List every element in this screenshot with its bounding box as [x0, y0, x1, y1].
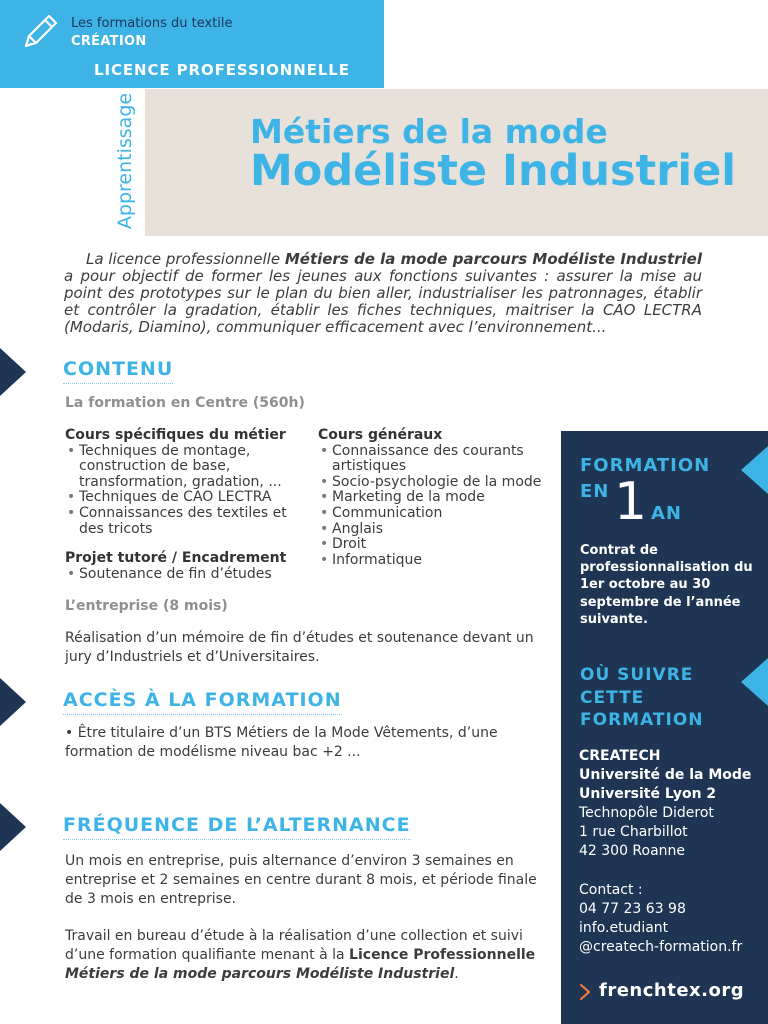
- duration-label: FORMATION EN: [580, 455, 711, 502]
- pencil-icon: [20, 12, 60, 52]
- section-heading-acces: ACCÈS À LA FORMATION: [63, 689, 342, 715]
- section-arrow-acces: [0, 678, 26, 726]
- list-item: • Marketing de la mode: [318, 490, 558, 506]
- apprentissage-label: Apprentissage: [114, 92, 136, 230]
- page-title-line2: Modéliste Industriel: [250, 146, 737, 196]
- page-title-line1: Métiers de la mode: [250, 112, 608, 151]
- section-heading-frequence: FRÉQUENCE DE L’ALTERNANCE: [63, 814, 411, 840]
- email-address[interactable]: info.etudiant @createch-formation.fr: [579, 920, 743, 955]
- frequence-text-2: Travail en bureau d’étude à la réalisation d’une collection et suivi d’une formation qualifiante menant à la Licence Professionnelle Métiers de la mode parcours Modéliste Industriel.: [65, 928, 536, 982]
- duration-unit: AN: [651, 503, 682, 524]
- section-arrow-contenu: [0, 348, 26, 396]
- general-courses-title: Cours généraux: [318, 427, 443, 443]
- list-item: • Techniques de montage, construction de base, transformation, gradation, ...: [65, 444, 297, 491]
- list-item: • Socio-psychologie de la mode: [318, 475, 558, 491]
- list-item: • Techniques de CAO LECTRA: [65, 490, 297, 506]
- list-item: • Droit: [318, 537, 558, 553]
- general-courses: [318, 428, 558, 568]
- series-subtitle: Les formations du textile: [71, 16, 233, 31]
- address-block: CREATECH Université de la Mode Université Lyon 2 Technopôle Diderot 1 rue Charbillot 42 300 Roanne: [579, 748, 752, 859]
- list-item: • Informatique: [318, 553, 558, 569]
- specific-courses: [65, 428, 297, 582]
- section-heading-contenu: CONTENU: [63, 358, 173, 384]
- frequence-text: Un mois en entreprise, puis alternance d’environ 3 semaines en entreprise et 2 semaines en centre durant 8 mois, et période finale de 3 mois en entreprise.: [65, 853, 537, 907]
- licence-label: LICENCE PROFESSIONNELLE: [94, 61, 350, 79]
- list-item: • Connaissance des courants artistiques: [318, 444, 558, 475]
- section-arrow-frequence: [0, 803, 26, 851]
- list-item: • Soutenance de fin d’études: [65, 567, 297, 583]
- chevron-right-icon: [578, 983, 592, 1001]
- list-item: • Connaissances des textiles et des tricots: [65, 506, 297, 537]
- contact-block: Contact : 04 77 23 63 98 info.etudiant @createch-formation.fr: [579, 881, 764, 957]
- duration-number: 1: [614, 472, 648, 532]
- entreprise-subheading: L’entreprise (8 mois): [65, 598, 228, 614]
- contract-info: Contrat de professionnalisation du 1er octobre au 30 septembre de l’année suivante.: [580, 543, 753, 627]
- entreprise-text: Réalisation d’un mémoire de fin d’études et soutenance devant un jury d’Industriels et d’Universitaires.: [65, 630, 534, 665]
- projet-title: Projet tutoré / Encadrement: [65, 550, 287, 567]
- intro-paragraph: La licence professionnelle Métiers de la mode parcours Modéliste Industriel a pour objectif de former les jeunes aux fonctions suivantes : assurer la mise au point des prototypes sur le plan du bien aller, industrialiser les patronnages, établir et contrôler la gradation, établir les fiches techniques, maitriser la CAO LECTRA (Modaris, Diamino), communiquer efficacement avec l’environnement...: [64, 250, 702, 336]
- panel-arrow-duration: [741, 446, 768, 494]
- acces-text: • Être titulaire d’un BTS Métiers de la Mode Vêtements, d’une formation de modélisme niveau bac +2 ...: [65, 725, 498, 760]
- centre-subheading: La formation en Centre (560h): [65, 395, 305, 411]
- category-label: CRÉATION: [71, 34, 147, 49]
- list-item: • Communication: [318, 506, 558, 522]
- phone-number[interactable]: 04 77 23 63 98: [579, 901, 686, 917]
- website-link[interactable]: frenchtex.org: [599, 980, 745, 1001]
- specific-courses-title: Cours spécifiques du métier: [65, 427, 286, 443]
- location-heading: OÙ SUIVRE CETTE FORMATION: [580, 665, 704, 730]
- list-item: • Anglais: [318, 522, 558, 538]
